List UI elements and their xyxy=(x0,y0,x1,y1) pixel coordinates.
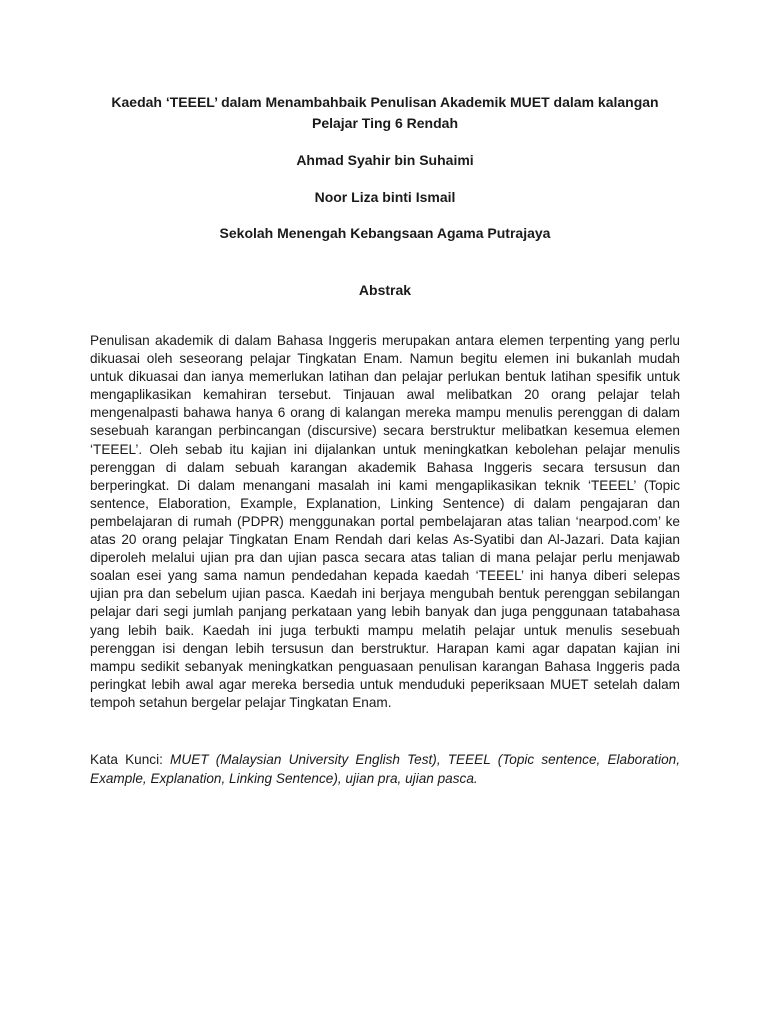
abstract-line: mengenalpasti bahawa hanya 6 orang di kalangan mereka mampu menulis perenggan di dalam xyxy=(90,405,680,421)
abstract-line: mampu sedikit sebanyak meningkatkan penguasaan penulisan karangan Bahasa Inggeris pada xyxy=(90,658,680,674)
title-line-1: Kaedah ‘TEEEL’ dalam Menambahbaik Penulisan Akademik MUET dalam kalangan xyxy=(111,94,659,110)
abstract-body xyxy=(90,332,680,712)
abstract-line: ujian pra dan sebelum ujian pasca. Kaedah ini berjaya mengubah bentuk perenggan sebilangan xyxy=(90,586,680,602)
abstract-line: mengaplikasikan kemahiran tersebut. Tinjauan awal melibatkan 20 orang pelajar telah xyxy=(90,387,680,403)
abstract-line: perenggan di dalam sebuah karangan akademik Bahasa Inggeris secara tersusun dan xyxy=(90,459,680,475)
abstract-line: atas 20 orang pelajar Tingkatan Enam Rendah dari kelas As-Syatibi dan Al-Jazari. Data kajian xyxy=(90,532,680,548)
abstract-line: pelajar dari segi jumlah panjang perkataan yang lebih banyak dan juga penggunaan tatabahasa xyxy=(90,604,680,620)
school-name: Sekolah Menengah Kebangsaan Agama Putrajaya xyxy=(219,225,551,241)
keywords-line-1 xyxy=(90,751,680,770)
keywords-line-2 xyxy=(90,770,680,789)
author-2: Noor Liza binti Ismail xyxy=(314,189,456,205)
abstract-line: peringkat lebih awal agar mereka bersedia untuk menduduki peperiksaan MUET setelah dalam xyxy=(90,676,680,692)
abstract-line: Penulisan akademik di dalam Bahasa Inggeris merupakan antara elemen terpenting yang perlu xyxy=(90,333,680,348)
abstract-line: tempoh setahun bergelar pelajar Tingkatan Enam. xyxy=(90,694,392,710)
abstract-line: soalan esei yang sama namun pendedahan kepada kaedah ‘TEEEL’ ini hanya diberi selepas xyxy=(90,568,680,584)
abstract-line: sesebuah karangan perbincangan (discursive) secara berstruktur melibatkan kesemua elemen xyxy=(90,423,680,439)
paper-title xyxy=(90,92,680,134)
abstract-line: ‘TEEEL’. Oleh sebab itu kajian ini dijalankan untuk meningkatkan kebolehan pelajar menulis xyxy=(90,441,680,457)
abstract-heading: Abstrak xyxy=(358,282,412,298)
abstract-line: diperoleh melalui ujian pra dan ujian pasca secara atas talian di mana pelajar perlu menjawab xyxy=(90,550,680,566)
abstract-line: untuk dikuasai dan ianya memerlukan latihan dan pelajar perlukan bentuk latihan spesifik untuk xyxy=(90,369,680,385)
title-line-2: Pelajar Ting 6 Rendah xyxy=(311,115,458,131)
abstract-line: yang lebih baik. Kaedah ini juga terbukti mampu melatih pelajar untuk menulis sesebuah xyxy=(90,622,680,638)
keywords-text-2: Example, Explanation, Linking Sentence), ujian pra, ujian pasca. xyxy=(90,770,478,786)
abstract-line: dikuasai oleh seseorang pelajar Tingkatan Enam. Namun begitu elemen ini bukanlah mudah xyxy=(90,351,680,367)
abstract-line: berperingkat. Di dalam menangani masalah ini kami mengaplikasikan teknik ‘TEEEL’ (Topic xyxy=(90,477,680,493)
keywords-text-1: MUET (Malaysian University English Test), TEEEL (Topic sentence, Elaboration, xyxy=(170,752,680,767)
abstract-line: sentence, Elaboration, Example, Explanation, Linking Sentence) di dalam pengajaran dan xyxy=(90,495,680,511)
abstract-line: pembelajaran di rumah (PDPR) menggunakan portal pembelajaran atas talian ‘nearpod.com’ ke xyxy=(90,513,680,529)
abstract-line: perenggan isi dengan lebih tersusun dan berstruktur. Harapan kami agar dapatan kajian ini xyxy=(90,640,680,656)
author-1: Ahmad Syahir bin Suhaimi xyxy=(296,152,474,168)
keywords xyxy=(90,751,680,788)
keywords-label: Kata Kunci: xyxy=(90,752,163,767)
